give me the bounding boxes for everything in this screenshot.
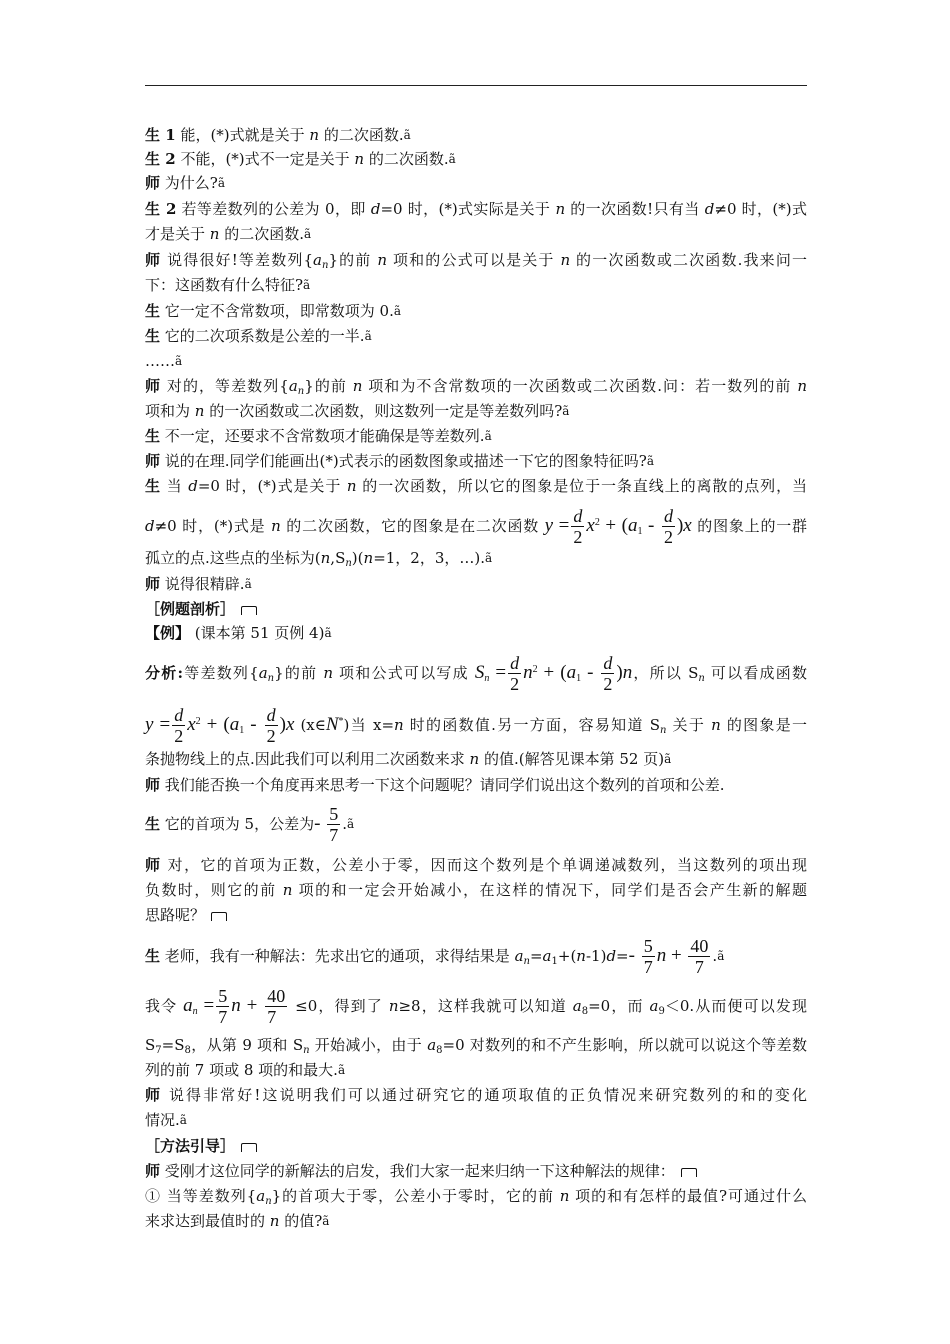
line-34: 情况.ã — [145, 1111, 187, 1129]
paragraph-mark-icon — [211, 912, 227, 921]
section-heading-example: ［例题剖析］ — [145, 598, 257, 620]
paragraph-mark-icon — [241, 606, 257, 615]
line-13: 生 不一定，还要求不含常数项才能确保是等差数列.ã — [145, 427, 492, 445]
function-formula: y = $\frac{d}{2}$ $x^2 + (a_1$ - $\frac{d}{2}$ )x — [145, 704, 295, 746]
line-36: 师 受刚才这位同学的新解法的启发，我们大家一起来归纳一下这种解法的规律： — [145, 1160, 697, 1182]
line-4: 生 2 若等差数列的公差为 0，即 d=0 时，(*)式实际是关于 n 的一次函数!只有当 d≠0 时，(*)式 — [145, 200, 807, 218]
line-5: 才是关于 n 的二次函数.ã — [145, 225, 312, 243]
line-11: 师 对的，等差数列$\{a_n\}$的前 n 项和为不含常数项的一次函数或二次函数.问：若一数列的前 n — [145, 377, 807, 397]
section-heading-method: ［方法引导］ — [145, 1135, 257, 1157]
line-10: ……ã — [145, 352, 183, 370]
sum-formula: $S_n$ = $\frac{d}{2}$ $n^2 + (a_1$ - $\frac{d}{2}$ )n — [474, 652, 633, 694]
line-1: 生 1 能，(*)式就是关于 n 的二次函数.ã — [145, 126, 411, 144]
header-rule — [145, 85, 807, 86]
line-24: 师 我们能否换一个角度再来思考一下这个问题呢？请同学们说出这个数列的首项和公差. — [145, 776, 725, 794]
line-26: 师 对，它的首项为正数，公差小于零，因而这个数列是个单调递减数列，当这数列的项出现 — [145, 856, 807, 874]
line-20: 【例】 (课本第 51 页例 4)ã — [145, 624, 332, 642]
line-21: 分析:等差数列$\{a_n\}$的前 n 项和公式可以写成 $S_n$ = $\frac{d}{2}$ $n^2 + (a_1$ - $\frac{d}{2}$ )n，所以 $S_n$ 可以看成函数 — [145, 652, 808, 694]
line-2: 生 2 不能，(*)式不一定是关于 n 的二次函数.ã — [145, 150, 456, 168]
line-31: $S_7=S_8$，从第 9 项和 $S_n$ 开始减小，由于 $a_8=0$ 对数列的和不产生影响，所以就可以说这个等差数 — [145, 1036, 808, 1056]
line-17: 孤立的点.这些点的坐标为$(n,S_n)(n=1$，2，3，…).ã — [145, 549, 493, 569]
line-30: 我令 $a_n$ = $\frac{5}{7}$ n + $\frac{40}{7}$ ≤0，得到了 n≥8，这样我就可以知道 $a_8=0$，而 $a_9<0$.从而便可以发现 — [145, 985, 808, 1027]
line-12: 项和为 n 的一次函数或二次函数，则这数列一定是等差数列吗?ã — [145, 402, 570, 420]
line-7: 下：这函数有什么特征?ã — [145, 276, 311, 294]
line-25: 生 它的首项为 5，公差为- $\frac{5}{7}$ .ã — [145, 803, 355, 845]
inequality-formula: $a_n$ = $\frac{5}{7}$ n + $\frac{40}{7}$ — [183, 985, 286, 1027]
line-32: 列的前 7 项或 8 项的和最大.ã — [145, 1061, 346, 1079]
line-14: 师 说的在理.同学们能画出(*)式表示的函数图象或描述一下它的图象特征吗?ã — [145, 452, 654, 470]
paragraph-mark-icon — [241, 1143, 257, 1152]
line-3: 师 为什么?ã — [145, 174, 225, 192]
line-27: 负数时，则它的前 n 项的和一定会开始减小，在这样的情况下，同学们是否会产生新的解题 — [145, 881, 807, 899]
paragraph-mark-icon — [681, 1168, 697, 1177]
line-16: d≠0 时，(*)式是 n 的二次函数，它的图象是在二次函数 y = $\frac{d}{2}$ $x^2 + (a_1$ - $\frac{d}{2}$ )x 的图象上的一群 — [145, 505, 808, 547]
line-37: ① 当等差数列$\{a_n\}$的首项大于零，公差小于零时，它的前 n 项的和有怎样的最值?可通过什么 — [145, 1187, 808, 1207]
line-28: 思路呢？ — [145, 904, 227, 926]
line-18: 师 说得很精辟.ã — [145, 575, 252, 593]
line-15: 生 当 d=0 时，(*)式是关于 n 的一次函数，所以它的图象是位于一条直线上的离散的点列，当 — [145, 477, 807, 495]
line-8: 生 它一定不含常数项，即常数项为 0.ã — [145, 302, 402, 320]
line-33: 师 说得非常好!这说明我们可以通过研究它的通项取值的正负情况来研究数列的和的变化 — [145, 1086, 807, 1104]
quadratic-formula: y = $\frac{d}{2}$ $x^2 + (a_1$ - $\frac{d}{2}$ )x — [544, 505, 692, 547]
line-9: 生 它的二次项系数是公差的一半.ã — [145, 327, 372, 345]
line-6: 师 说得很好!等差数列$\{a_n\}$的前 n 项和的公式可以是关于 n 的一次函数或二次函数.我来问一 — [145, 251, 807, 271]
line-29: 生 老师，我有一种解法：先求出它的通项，求得结果是 $a_n=a_1+(n-1)d=-$ $\frac{5}{7}$ n + $\frac{40}{7}$ .ã — [145, 935, 725, 977]
general-term-formula: - $\frac{5}{7}$ n + $\frac{40}{7}$ — [628, 935, 709, 977]
common-difference: - $\frac{5}{7}$ — [314, 803, 339, 845]
line-23: 条抛物线上的点.因此我们可以利用二次函数来求 n 的值.(解答见课本第 52 页)ã — [145, 750, 672, 768]
line-22: y = $\frac{d}{2}$ $x^2 + (a_1$ - $\frac{d}{2}$ )x (x∈N*)当 x=n 时的函数值.另一方面，容易知道 $S_n$ 关于 n 的图象是一 — [145, 704, 807, 746]
line-38: 来求达到最值时的 n 的值?ã — [145, 1212, 330, 1230]
